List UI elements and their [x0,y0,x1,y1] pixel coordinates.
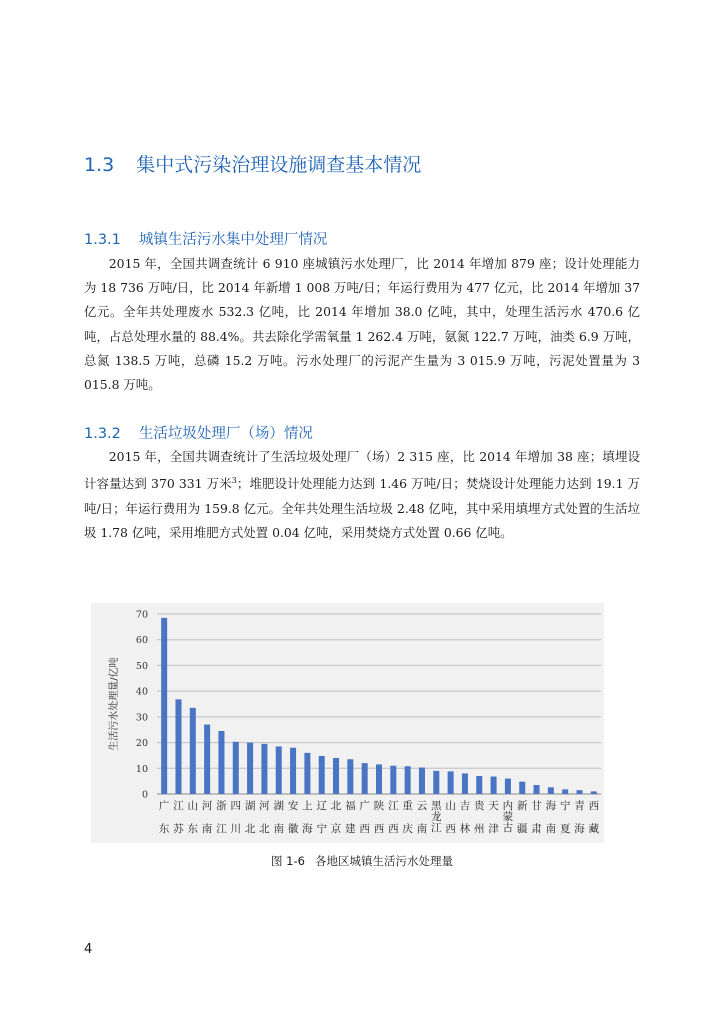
bar [218,731,224,794]
superscript: 3 [231,476,237,486]
bar [276,746,282,794]
bar [548,787,554,794]
x-tick-label: 贵州 [474,800,485,835]
y-axis-label: 生活污水处理量/亿吨 [109,657,120,751]
section-title-text: 集中式污染治理设施调查基本情况 [136,154,422,176]
x-tick-label: 黑龙江 [431,800,442,834]
y-tick-label: 50 [135,660,148,672]
bar [247,743,253,794]
bar [476,776,482,794]
y-tick-label: 60 [135,635,148,647]
x-tick-label: 云南 [416,800,428,835]
x-tick-label: 河南 [201,800,213,835]
paragraph-sewage: 2015 年，全国共调查统计 6 910 座城镇污水处理厂，比 2014 年增加 879 座；设计处理能力为 18 736 万吨/日，比 2014 年新增 1 008 万吨/日；年运行费用为 477 亿元，比 2014 年增加 37 亿元。全年共处理废水 532.3 亿吨，比 2014 年增加 38.0 亿吨，其中，处理生活污水 470.6 亿吨，占总处理水量的 88.4%。共去除化学需氧量 1 262.4 万吨，氨氮 122.7 万吨，油类 6.9 万吨，总氮 138.5 万吨，总磷 15.2 万吨。污水处理厂的污泥产生量为 3 015.9 万吨，污泥处置量为 3 015.8 万吨。 [84,256,640,393]
bar [290,748,296,794]
bar [419,768,425,794]
bar [333,758,339,794]
bar [577,790,583,794]
x-tick-label: 吉林 [459,800,471,835]
y-tick-label: 30 [135,712,148,724]
x-tick-label: 广西 [359,800,370,835]
x-tick-label: 山东 [187,800,199,835]
bar [505,779,511,794]
x-tick-label: 西藏 [588,800,600,835]
x-tick-label: 湖南 [273,800,284,835]
x-tick-label: 北京 [330,800,342,835]
figure-number: 图 1-6 [271,854,305,868]
chart-panel [91,603,604,843]
x-tick-label: 天津 [488,800,499,835]
bar [347,759,353,794]
x-tick-label: 上海 [302,800,313,835]
bar [204,725,210,794]
bar [390,766,396,794]
bar [534,785,540,794]
bar [491,777,497,794]
y-tick-label: 70 [135,609,148,621]
page-number: 4 [84,942,93,957]
x-tick-label: 江苏 [173,800,184,835]
bar [261,744,267,794]
paragraph-waste [84,445,640,545]
subsection-title-1 [84,228,327,249]
paragraph-text: ；堆肥设计处理能力达到 1.46 万吨/日；焚烧设计处理能力达到 19.1 万吨/日；年运行费用为 159.8 亿元。全年共处理生活垃圾 2.48 亿吨，其中采用填埋方式处置的生活垃圾 1.78 亿吨，采用堆肥方式处置 0.04 亿吨，采用焚烧方式处置 0.66 亿吨。 [84,476,640,540]
x-tick-label: 新疆 [516,800,528,835]
paragraph-text: 2015 年，全国共调查统计了生活垃圾处理厂（场）2 315 座，比 2014 年增加 38 座；填埋设计容量达到 370 331 万米 [84,449,640,492]
bar [233,742,239,794]
bar [405,766,411,794]
x-tick-label: 重庆 [402,800,413,835]
section-title [84,150,421,177]
x-tick-label: 宁夏 [559,800,571,835]
y-tick-label: 0 [141,789,148,801]
subsection-number: 1.3.2 [84,426,121,442]
x-tick-label: 青海 [574,800,585,835]
bar [161,618,167,794]
x-tick-label: 江西 [388,800,399,835]
x-tick-label: 浙江 [216,800,227,835]
bar [462,773,468,794]
subsection-title-text: 城镇生活污水集中处理厂情况 [138,232,328,248]
section-number: 1.3 [84,154,115,176]
x-tick-label: 安徽 [287,800,299,835]
bar [175,699,181,794]
x-tick-label: 广东 [158,800,170,835]
subsection-number: 1.3.1 [84,232,121,248]
figure-caption [0,853,724,869]
bar [304,753,310,794]
bar [319,756,325,794]
x-tick-label: 陕西 [373,800,385,835]
x-tick-label: 湖北 [244,800,256,835]
bar [519,782,525,794]
bar [433,771,439,794]
x-tick-label: 山西 [445,800,456,835]
bar [448,771,454,794]
bar [376,764,382,794]
subsection-title-2 [84,422,313,443]
x-tick-label: 内蒙古 [502,800,514,834]
x-tick-label: 四川 [230,800,242,835]
x-tick-label: 甘肃 [531,800,542,835]
bar [190,708,196,794]
subsection-title-text: 生活垃圾处理厂（场）情况 [138,426,313,442]
bar [562,789,568,794]
x-tick-label: 辽宁 [316,800,327,835]
bar-chart [91,603,604,843]
x-tick-label: 福建 [345,800,356,835]
y-tick-label: 20 [135,738,148,750]
y-tick-label: 40 [135,686,148,698]
bar [591,791,597,794]
figure-caption-text: 各地区城镇生活污水处理量 [314,854,453,868]
x-tick-label: 河北 [259,800,270,835]
y-tick-label: 10 [135,763,148,775]
bar [362,763,368,794]
x-tick-label: 海南 [545,800,557,835]
